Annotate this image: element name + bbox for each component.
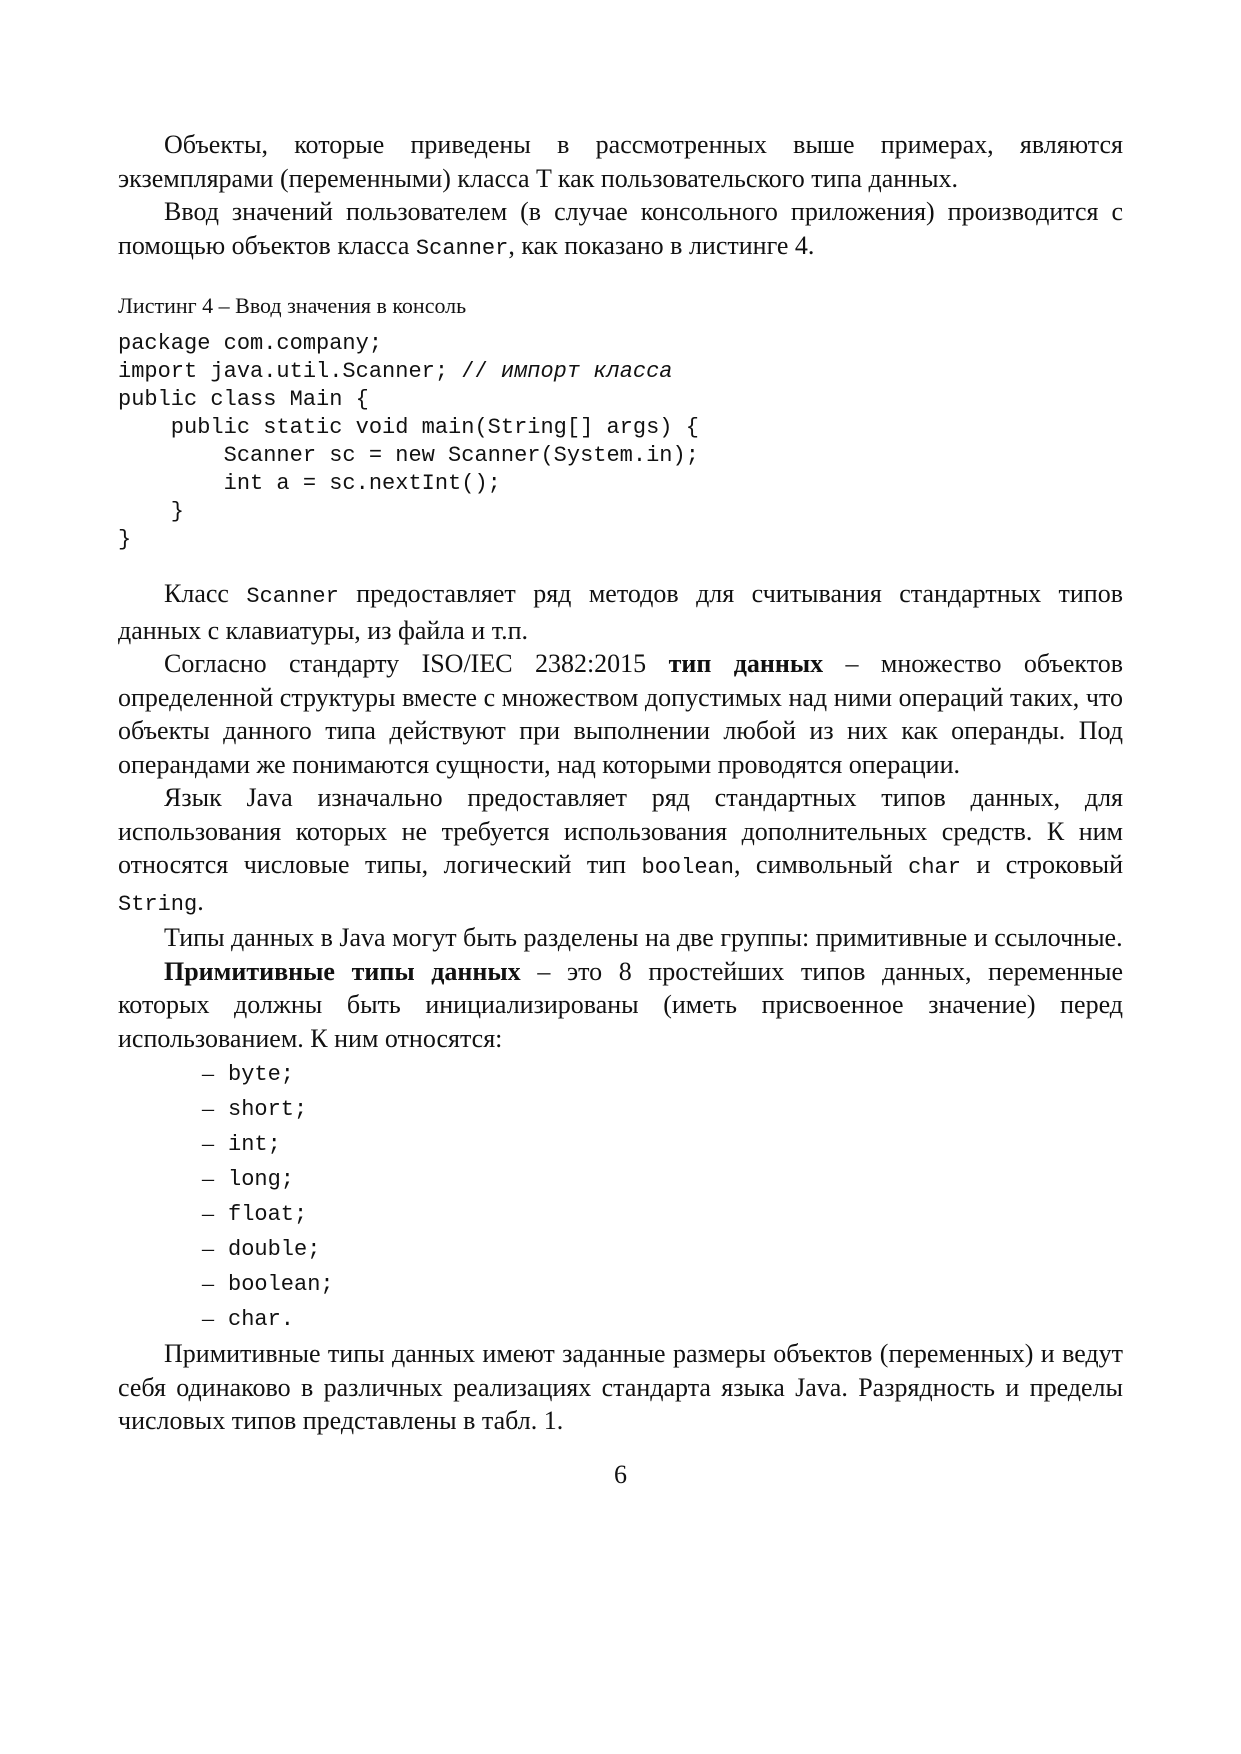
paragraph-primitive-sizes: Примитивные типы данных имеют заданные размеры объектов (переменных) и ведут себя одинаково в различных реализациях стандарта языка Java. Разрядность и пределы числовых типов представлены в табл. 1.	[118, 1339, 1123, 1435]
inline-code-scanner-2: Scanner	[246, 584, 339, 609]
list-item-text: char.	[228, 1307, 295, 1332]
code-line-text: package com.company;	[118, 331, 383, 356]
paragraph-type-groups: Типы данных в Java могут быть разделены на две группы: примитивные и ссылочные.	[164, 923, 1123, 952]
list-dash: –	[202, 1096, 214, 1122]
inline-code-boolean: boolean	[641, 855, 734, 880]
page-number: 6	[614, 1460, 627, 1489]
list-dash: –	[202, 1271, 214, 1297]
paragraph-scanner-text: Класс	[164, 579, 247, 608]
paragraph-data-type-definition	[118, 647, 1123, 781]
list-item	[118, 1267, 1123, 1302]
page-content	[118, 128, 1123, 1438]
code-line-text: public static void main(String[] args) {	[118, 415, 699, 440]
list-item-text: long;	[228, 1167, 295, 1192]
java-types-text-2: , символьный	[733, 850, 909, 879]
definition-term: тип данных	[668, 649, 824, 678]
list-item	[118, 1127, 1123, 1162]
code-line	[118, 498, 1123, 526]
paragraph-objects: Объекты, которые приведены в рассмотренных выше примерах, являются экземплярами (переменными) класса T как пользовательского типа данных.	[118, 130, 1123, 193]
list-dash: –	[202, 1061, 214, 1087]
java-types-text-4: .	[197, 886, 204, 916]
primitive-types-text: – это 8 простейших типов данных, переменные которых должны быть инициализированы (иметь присвоенное значение) перед использованием. К ним относятся:	[118, 956, 1123, 1053]
code-line	[118, 414, 1123, 442]
list-item-text: double;	[228, 1237, 321, 1262]
code-line-text: import java.util.Scanner; //	[118, 359, 501, 384]
java-types-text-1: Язык Java изначально предоставляет ряд стандартных типов данных, для использования которых не требуется использования дополнительных средств. К ним относятся числовые типы, логический тип	[118, 783, 1123, 879]
listing-caption: Листинг 4 – Ввод значения в консоль	[118, 293, 467, 318]
paragraph-input	[118, 195, 1123, 265]
list-item-text: boolean;	[228, 1272, 334, 1297]
code-line	[118, 526, 1123, 554]
list-item-text: float;	[228, 1202, 308, 1227]
list-item	[118, 1057, 1123, 1092]
list-item	[118, 1197, 1123, 1232]
code-line-text: }	[118, 527, 132, 552]
list-dash: –	[202, 1131, 214, 1157]
code-line	[118, 386, 1123, 414]
list-dash: –	[202, 1236, 214, 1262]
code-line	[118, 470, 1123, 498]
inline-code-scanner: Scanner	[415, 235, 509, 261]
java-types-text-3: и строковый	[960, 850, 1123, 879]
primitive-types-list	[118, 1057, 1123, 1337]
paragraph-scanner-methods	[118, 577, 1123, 647]
paragraph-java-types	[118, 781, 1123, 921]
code-line-text: int a = sc.nextInt();	[118, 471, 501, 496]
paragraph-primitive-types	[118, 955, 1123, 1056]
definition-text-end: – множество объектов определенной структуры вместе с множеством допустимых над ними операций таких, что объекты данного типа действуют при выполнении любой из них как операнды. Под операндами же понимаются сущности, над которыми проводятся операции.	[118, 649, 1123, 779]
list-dash: –	[202, 1306, 214, 1332]
list-dash: –	[202, 1201, 214, 1227]
code-line-text: }	[118, 499, 185, 524]
list-item-text: int;	[228, 1132, 281, 1157]
code-line-text: public class Main {	[118, 387, 369, 412]
definition-text-start: Согласно стандарту ISO/IEC 2382:2015	[164, 649, 669, 678]
code-line	[118, 330, 1123, 358]
list-item	[118, 1092, 1123, 1127]
paragraph-input-text: Ввод значений пользователем (в случае консольного приложения) производится с помощью объектов класса	[118, 197, 1123, 260]
code-line	[118, 358, 1123, 386]
list-item	[118, 1162, 1123, 1197]
paragraph-input-text-end: , как показано в листинге 4.	[508, 230, 815, 260]
primitive-types-term: Примитивные типы данных	[164, 956, 521, 986]
paragraph-scanner-text-end: предоставляет ряд методов для считывания стандартных типов данных с клавиатуры, из файла и т.п.	[118, 579, 1123, 645]
list-item	[118, 1302, 1123, 1337]
list-item	[118, 1232, 1123, 1267]
code-listing	[118, 330, 1123, 554]
list-dash: –	[202, 1166, 214, 1192]
code-comment: импорт класса	[500, 359, 673, 384]
inline-code-char: char	[908, 855, 961, 880]
list-item-text: byte;	[228, 1062, 295, 1087]
list-item-text: short;	[228, 1097, 308, 1122]
code-line-text: Scanner sc = new Scanner(System.in);	[118, 443, 699, 468]
inline-code-string: String	[118, 891, 198, 917]
code-line	[118, 442, 1123, 470]
